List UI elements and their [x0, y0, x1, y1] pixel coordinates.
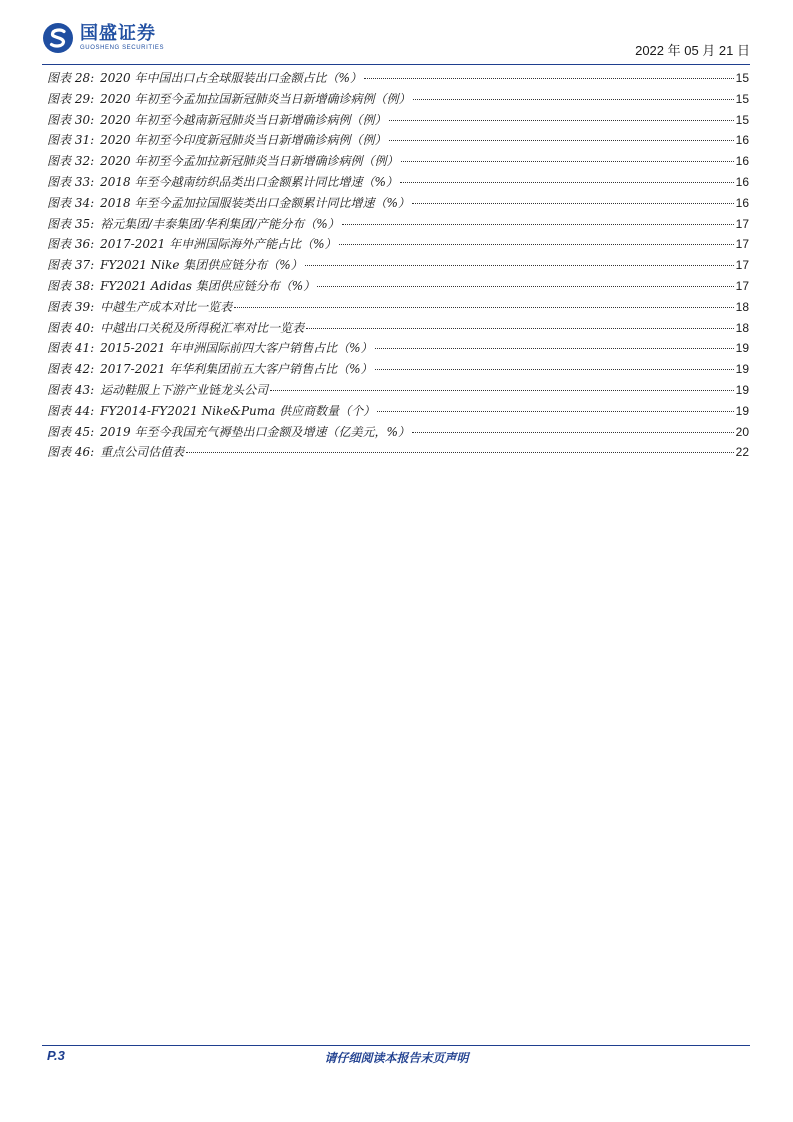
toc-dot-leader	[317, 286, 734, 287]
toc-entry-page-number: 17	[735, 258, 749, 273]
toc-entry-page-number: 17	[735, 237, 749, 252]
toc-entry-label: 图表 33:	[47, 174, 95, 189]
toc-entry-page-number: 16	[735, 174, 749, 189]
toc-entry[interactable]	[47, 215, 749, 236]
toc-entry-label: 图表 34:	[47, 195, 95, 210]
toc-entry[interactable]	[47, 111, 749, 132]
toc-entry-label: 图表 43:	[47, 382, 95, 397]
toc-entry-title: 运动鞋服上下游产业链龙头公司	[100, 382, 269, 397]
toc-entry-title: 2020 年初至今孟加拉国新冠肺炎当日新增确诊病例（例）	[100, 91, 411, 106]
toc-dot-leader	[400, 182, 734, 183]
toc-entry-page-number: 16	[735, 154, 749, 169]
toc-entry-label: 图表 36:	[47, 237, 95, 252]
toc-entry-page-number: 16	[735, 195, 749, 210]
toc-entry-label: 图表 45:	[47, 424, 95, 439]
toc-dot-leader	[413, 99, 734, 100]
toc-dot-leader	[375, 348, 734, 349]
toc-entry-label: 图表 44:	[47, 403, 95, 418]
toc-entry[interactable]	[47, 339, 749, 360]
toc-dot-leader	[186, 452, 733, 453]
toc-dot-leader	[306, 328, 733, 329]
toc-entry-title: 2020 年初至今印度新冠肺炎当日新增确诊病例（例）	[100, 133, 387, 148]
header-divider	[42, 64, 750, 65]
toc-entry-title: 中越生产成本对比一览表	[100, 299, 233, 314]
toc-dot-leader	[364, 78, 734, 79]
toc-entry-label: 图表 30:	[47, 112, 95, 127]
toc-entry[interactable]	[47, 381, 749, 402]
toc-entry-label: 图表 35:	[47, 216, 95, 231]
toc-entry-label: 图表 41:	[47, 341, 95, 356]
toc-entry-label: 图表 42:	[47, 362, 95, 377]
toc-entry-title: 2018 年至今孟加拉国服装类出口金额累计同比增速（%）	[100, 195, 410, 210]
toc-entry-page-number: 17	[735, 216, 749, 231]
toc-entry[interactable]	[47, 256, 749, 277]
toc-entry-page-number: 19	[735, 362, 749, 377]
toc-entry-label: 图表 28:	[47, 71, 95, 85]
toc-entry-title: 2020 年中国出口占全球服装出口金额占比（%）	[100, 71, 362, 85]
toc-entry-label: 图表 29:	[47, 91, 95, 106]
toc-entry-title: 2017-2021 年申洲国际海外产能占比（%）	[100, 237, 337, 252]
toc-dot-leader	[412, 432, 734, 433]
toc-entry[interactable]	[47, 194, 749, 215]
table-of-figures	[47, 69, 749, 464]
toc-entry-page-number: 18	[735, 320, 749, 335]
toc-dot-leader	[305, 265, 734, 266]
toc-entry-page-number: 22	[735, 445, 749, 460]
toc-entry-label: 图表 31:	[47, 133, 95, 148]
toc-dot-leader	[377, 411, 734, 412]
toc-entry-page-number: 15	[735, 91, 749, 106]
disclaimer-text: 请仔细阅读本报告末页声明	[324, 1051, 469, 1065]
toc-entry-title: 2015-2021 年申洲国际前四大客户销售占比（%）	[100, 341, 373, 356]
toc-entry-page-number: 19	[735, 403, 749, 418]
toc-entry-label: 图表 32:	[47, 154, 95, 169]
toc-entry-title: 2020 年初至今孟加拉新冠肺炎当日新增确诊病例（例）	[100, 154, 399, 169]
toc-entry-page-number: 19	[735, 341, 749, 356]
toc-entry-page-number: 16	[735, 133, 749, 148]
toc-dot-leader	[412, 203, 734, 204]
toc-entry-page-number: 17	[735, 278, 749, 293]
toc-dot-leader	[234, 307, 733, 308]
toc-entry-title: 2020 年初至今越南新冠肺炎当日新增确诊病例（例）	[100, 112, 387, 127]
toc-entry[interactable]	[47, 173, 749, 194]
toc-dot-leader	[389, 140, 734, 141]
toc-entry-title: 2019 年至今我国充气褥垫出口金额及增速（亿美元，%）	[100, 424, 410, 439]
page-header	[42, 22, 750, 64]
toc-entry[interactable]	[47, 235, 749, 256]
toc-entry[interactable]	[47, 423, 749, 444]
toc-dot-leader	[270, 390, 733, 391]
toc-entry-page-number: 19	[735, 382, 749, 397]
toc-entry[interactable]	[47, 360, 749, 381]
toc-dot-leader	[339, 244, 734, 245]
toc-entry[interactable]	[47, 319, 749, 340]
toc-entry-title: 裕元集团/丰泰集团/华利集团/产能分布（%）	[100, 216, 340, 231]
toc-entry-page-number: 18	[735, 299, 749, 314]
toc-entry-label: 图表 40:	[47, 320, 95, 335]
report-date: 2022 年 05 月 21 日	[635, 43, 750, 58]
toc-dot-leader	[342, 224, 734, 225]
logo-chinese-name: 国盛证券	[80, 23, 156, 44]
footer-divider	[42, 1045, 750, 1046]
toc-entry[interactable]	[47, 402, 749, 423]
toc-dot-leader	[389, 120, 734, 121]
toc-entry[interactable]	[47, 277, 749, 298]
toc-entry-label: 图表 39:	[47, 299, 95, 314]
toc-entry-page-number: 15	[735, 112, 749, 127]
toc-entry[interactable]	[47, 69, 749, 90]
guosheng-logo-icon	[42, 22, 74, 54]
toc-entry[interactable]	[47, 298, 749, 319]
toc-dot-leader	[401, 161, 734, 162]
toc-entry[interactable]	[47, 443, 749, 464]
toc-entry-page-number: 20	[735, 424, 749, 439]
toc-dot-leader	[375, 369, 734, 370]
toc-entry-title: 2017-2021 年华利集团前五大客户销售占比（%）	[100, 362, 373, 377]
company-logo	[42, 22, 164, 54]
toc-entry-page-number: 15	[735, 71, 749, 85]
toc-entry-title: 中越出口关税及所得税汇率对比一览表	[100, 320, 305, 335]
toc-entry-title: 重点公司估值表	[100, 445, 185, 460]
toc-entry-title: 2018 年至今越南纺织品类出口金额累计同比增速（%）	[100, 174, 398, 189]
logo-english-name: GUOSHENG SECURITIES	[80, 45, 165, 51]
toc-entry-label: 图表 46:	[47, 445, 95, 460]
toc-entry[interactable]	[47, 90, 749, 111]
page-number: P.3	[47, 1048, 65, 1063]
toc-entry-title: FY2021 Adidas 集团供应链分布（%）	[100, 278, 316, 293]
toc-entry[interactable]	[47, 152, 749, 173]
toc-entry-title: FY2014-FY2021 Nike&Puma 供应商数量（个）	[100, 403, 376, 418]
toc-entry-label: 图表 37:	[47, 258, 95, 273]
toc-entry-label: 图表 38:	[47, 278, 95, 293]
toc-entry[interactable]	[47, 131, 749, 152]
toc-entry-title: FY2021 Nike 集团供应链分布（%）	[100, 258, 303, 273]
